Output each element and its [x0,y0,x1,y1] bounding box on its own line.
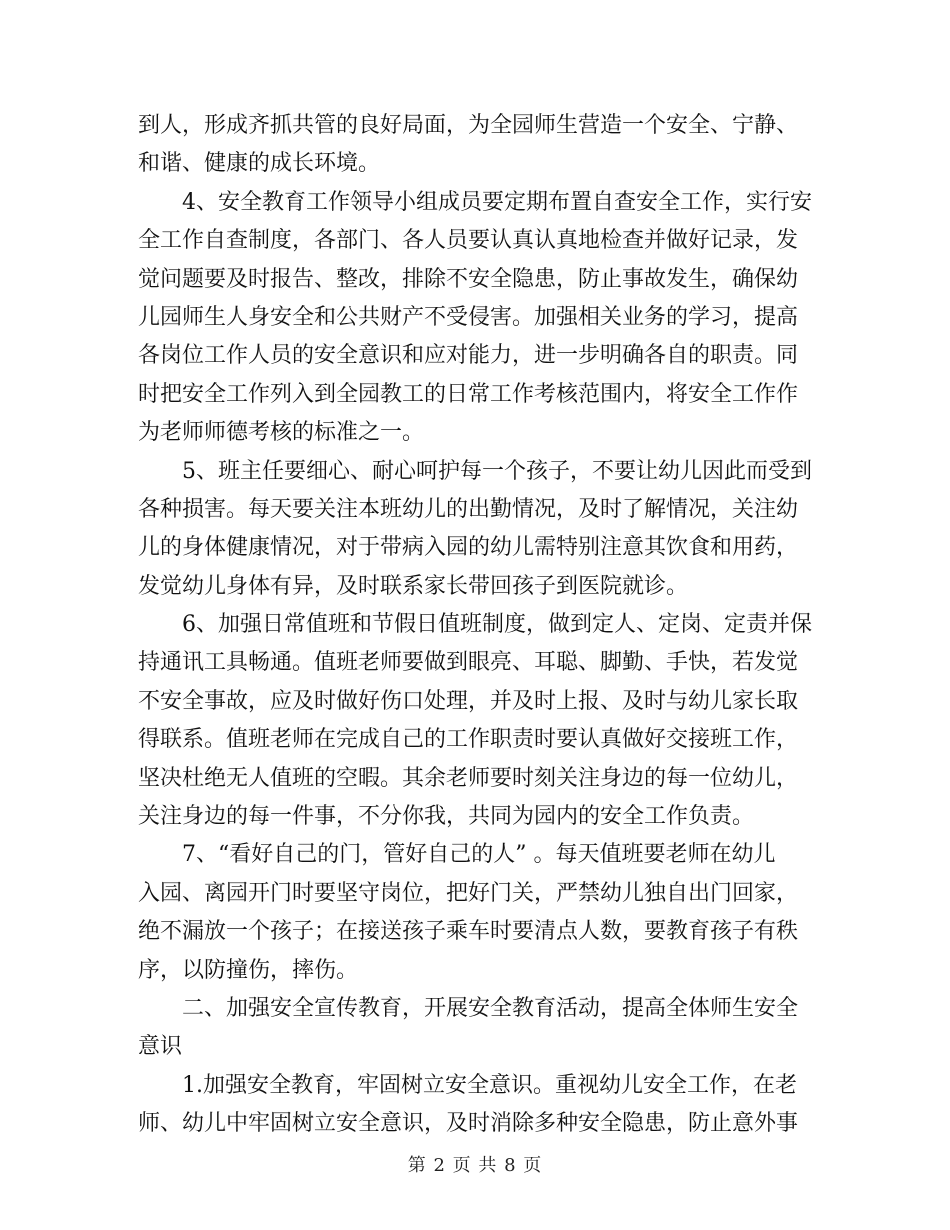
body-text [138,107,818,1144]
text-line: 和谐、健康的成长环境。 [138,151,381,177]
text-line: 1.加强安全教育，牢固树立安全意识。重视幼儿安全工作，在老 [182,1072,797,1098]
text-line: 为老师师德考核的标准之一。 [138,420,425,446]
text-line: 4、安全教育工作领导小组成员要定期布置自查安全工作，实行安 [182,189,812,215]
text-line: 不安全事故，应及时做好伤口处理，并及时上报、及时与幼儿家长取 [138,688,799,714]
text-line: 7、“看好自己的门，管好自己的人” 。每天值班要老师在幼儿 [182,842,776,868]
text-line: 6、加强日常值班和节假日值班制度，做到定人、定岗、定责并保 [182,612,812,638]
text-line: 5、班主任要细心、耐心呵护每一个孩子，不要让幼儿因此而受到 [182,458,812,484]
text-line: 关注身边的每一件事，不分你我，共同为园内的安全工作负责。 [138,804,755,830]
text-line: 儿的身体健康情况，对于带病入园的幼儿需特别注意其饮食和用药， [138,535,799,561]
text-line: 绝不漏放一个孩子；在接送孩子乘车时要清点人数，要教育孩子有秩 [138,919,799,945]
text-line: 师、幼儿中牢固树立安全意识，及时消除多种安全隐患，防止意外事 [138,1111,799,1137]
text-line: 儿园师生人身安全和公共财产不受侵害。加强相关业务的学习，提高 [138,304,799,330]
text-line: 得联系。值班老师在完成自己的工作职责时要认真做好交接班工作， [138,727,799,753]
text-line: 觉问题要及时报告、整改，排除不安全隐患，防止事故发生，确保幼 [138,266,799,292]
text-line: 时把安全工作列入到全园教工的日常工作考核范围内，将安全工作作 [138,381,799,407]
text-line: 序，以防撞伤，摔伤。 [138,957,359,983]
page-number-footer: 第 2 页 共 8 页 [407,1155,543,1176]
text-line: 到人，形成齐抓共管的良好局面，为全园师生营造一个安全、宁静、 [138,113,799,138]
text-line: 二、加强安全宣传教育，开展安全教育活动，提高全体师生安全 [182,995,799,1021]
text-line: 各种损害。每天要关注本班幼儿的出勤情况，及时了解情况，关注幼 [138,496,799,522]
text-line: 持通讯工具畅通。值班老师要做到眼亮、耳聪、脚勤、手快，若发觉 [138,650,799,676]
text-line: 意识 [138,1034,183,1060]
text-line: 全工作自查制度，各部门、各人员要认真认真地检查并做好记录，发 [138,228,799,254]
text-line: 入园、离园开门时要坚守岗位，把好门关，严禁幼儿独自出门回家， [138,880,799,906]
text-line: 各岗位工作人员的安全意识和应对能力，进一步明确各自的职责。同 [138,343,799,369]
text-line: 发觉幼儿身体有异，及时联系家长带回孩子到医院就诊。 [138,573,689,599]
text-line: 坚决杜绝无人值班的空暇。其余老师要时刻关注身边的每一位幼儿， [138,765,799,791]
